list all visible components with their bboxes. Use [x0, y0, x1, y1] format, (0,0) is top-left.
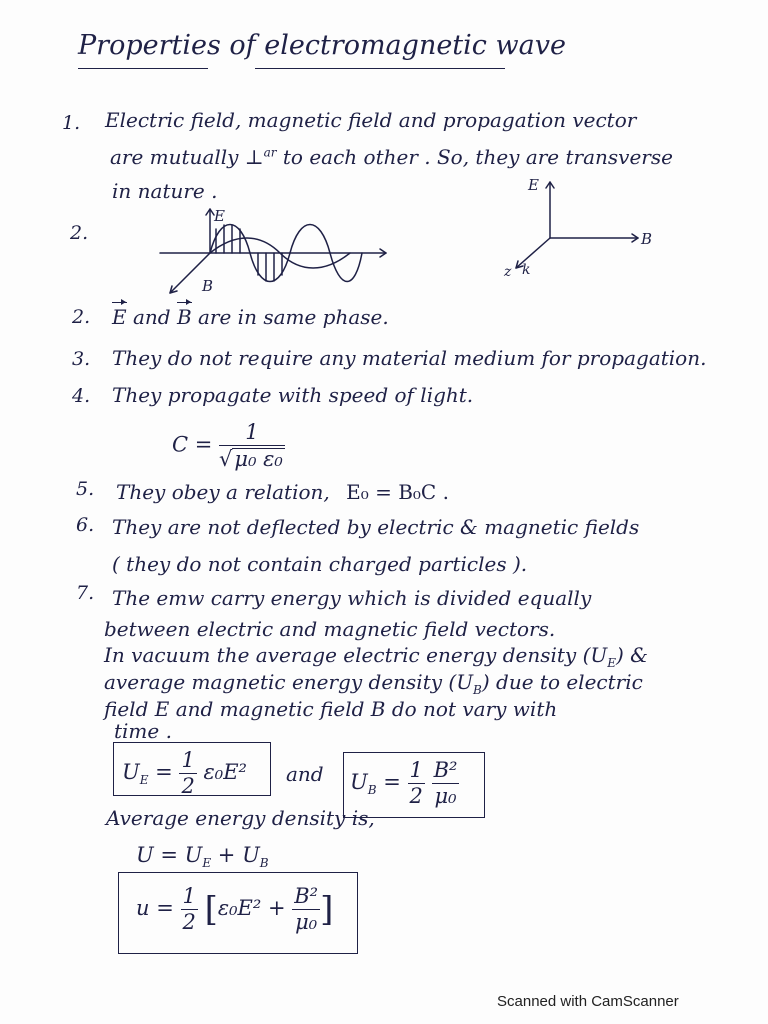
wave-label-e: E: [214, 207, 225, 225]
item-6-number: 6.: [76, 514, 95, 536]
item-7-line-3: In vacuum the average electric energy density $(U_E)$ &: [104, 643, 648, 670]
speed-of-light-formula: C = $\frac{1}{\text{√μ₀ ε₀}}$: [172, 420, 283, 471]
item-4-line: They propagate with speed of light.: [112, 383, 474, 407]
item-5-line: They obey a relation, E₀ = B₀C .: [116, 480, 449, 504]
item-3-number: 3.: [72, 348, 91, 370]
ub-formula: $U_B$ = $\frac{1}{2}$ $\frac{\text{B²}}{\text{μ₀}}$: [350, 758, 458, 808]
item-7-line-2: between electric and magnetic field vectors.: [104, 617, 556, 641]
axis-label-b: B: [641, 230, 653, 248]
item-7-line-4: average magnetic energy density $(U_B)$ due to electric: [104, 670, 643, 697]
axis-label-e: E: [528, 176, 539, 194]
ue-formula: $U_E$ = $\frac{1}{2}$ ε₀E²: [122, 748, 247, 798]
item-3-line: They do not require any material medium for propagation.: [112, 346, 707, 370]
and-connector: and: [286, 762, 324, 786]
em-wave-diagram: [150, 205, 390, 305]
item-4-number: 4.: [72, 385, 91, 407]
item-5-number: 5.: [76, 478, 95, 500]
page-title: Properties of electromagnetic wave: [78, 30, 566, 61]
title-underline-2: [255, 68, 505, 69]
average-energy-label: Average energy density is,: [106, 806, 375, 830]
perpendicular-superscript: ar: [263, 145, 277, 160]
item-2-number: 2.: [72, 306, 91, 328]
scanner-watermark: Scanned with CamScanner: [497, 993, 679, 1010]
item-1-number: 1.: [62, 112, 81, 134]
vector-axes-diagram: [500, 170, 653, 280]
total-energy-sum: $U = U_E + U_B$: [136, 843, 269, 871]
item-7-line-1: The emw carry energy which is divided equally: [112, 586, 592, 610]
average-energy-formula: u = $\frac{1}{2}$ [ε₀E² + $\frac{\text{B²}}{\text{μ₀}}$ ]: [136, 884, 334, 934]
axis-label-z: z: [504, 264, 512, 280]
item-7-line-6: time .: [114, 719, 172, 743]
item-2-line: E and B are in same phase.: [112, 305, 389, 329]
perpendicular-symbol: ⊥: [244, 145, 264, 169]
item-7-number: 7.: [76, 582, 95, 604]
item-1-line-2: are mutually ⊥$^{ar}$ to each other . So, they are transverse: [110, 145, 673, 169]
item-1-line-3: in nature .: [112, 179, 218, 203]
axis-label-k: k: [522, 262, 531, 278]
title-underline-1: [78, 68, 208, 69]
item-7-line-5: field E and magnetic field B do not vary with: [104, 697, 558, 721]
item-6-line-1: They are not deflected by electric & magnetic fields: [112, 515, 640, 539]
diagram-number: 2.: [70, 222, 89, 244]
item-1-line-1: Electric field, magnetic field and propagation vector: [105, 108, 637, 132]
wave-label-b: B: [202, 277, 214, 295]
item-6-line-2: ( they do not contain charged particles ).: [112, 552, 528, 576]
